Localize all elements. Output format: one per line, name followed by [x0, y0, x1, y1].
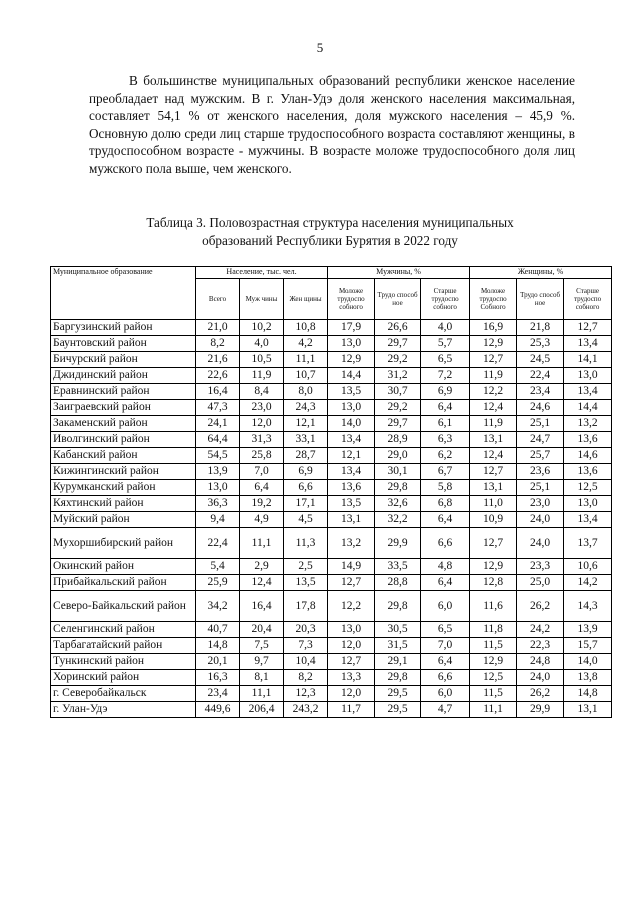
row-value: 6,0 [421, 591, 470, 622]
row-value: 20,1 [196, 654, 240, 670]
row-value: 29,2 [375, 352, 421, 368]
row-value: 11,6 [470, 591, 517, 622]
row-value: 5,4 [196, 559, 240, 575]
population-structure-table [50, 266, 612, 718]
row-value: 24,0 [517, 512, 564, 528]
row-value: 25,3 [517, 336, 564, 352]
row-value: 29,7 [375, 336, 421, 352]
row-value: 30,1 [375, 464, 421, 480]
body-paragraph: В большинстве муниципальных образований республики женское население преобладает над мужским. В г. Улан-Удэ доля женского населения максимальная, составляет 54,1 % от женского населения, доля мужского населения – 45,9 %. Основную долю среди лиц старше трудоспособного возраста составляют женщины, в трудоспособном возрасте - мужчины. В возрасте моложе трудоспособного доля лиц мужского пола выше, чем женского. [89, 73, 575, 176]
row-value: 6,9 [284, 464, 328, 480]
table-row [51, 448, 612, 464]
table-row [51, 559, 612, 575]
row-value: 33,5 [375, 559, 421, 575]
table-row [51, 686, 612, 702]
row-value: 6,6 [421, 528, 470, 559]
row-value: 13,4 [564, 336, 612, 352]
row-municipality: Закаменский район [51, 416, 196, 432]
row-value: 21,8 [517, 320, 564, 336]
row-value: 13,1 [328, 512, 375, 528]
table-row [51, 702, 612, 718]
row-value: 5,7 [421, 336, 470, 352]
row-value: 14,4 [328, 368, 375, 384]
row-municipality: Северо-Байкальский район [51, 591, 196, 622]
table-row [51, 622, 612, 638]
row-value: 29,5 [375, 702, 421, 718]
row-value: 25,0 [517, 575, 564, 591]
table-row [51, 575, 612, 591]
row-value: 12,0 [240, 416, 284, 432]
row-value: 32,6 [375, 496, 421, 512]
row-value: 28,9 [375, 432, 421, 448]
row-municipality: Мухоршибирский район [51, 528, 196, 559]
row-value: 11,3 [284, 528, 328, 559]
row-value: 11,5 [470, 686, 517, 702]
row-value: 243,2 [284, 702, 328, 718]
row-value: 6,9 [421, 384, 470, 400]
row-value: 6,6 [421, 670, 470, 686]
row-value: 11,9 [470, 416, 517, 432]
row-municipality: Еравнинский район [51, 384, 196, 400]
row-value: 10,6 [564, 559, 612, 575]
row-value: 24,3 [284, 400, 328, 416]
row-municipality: Кабанский район [51, 448, 196, 464]
row-value: 12,7 [470, 528, 517, 559]
row-value: 7,3 [284, 638, 328, 654]
subheader: Старше трудоспо собного [564, 279, 612, 320]
row-municipality: г. Северобайкальск [51, 686, 196, 702]
row-value: 13,0 [328, 622, 375, 638]
row-value: 13,0 [564, 496, 612, 512]
row-value: 16,9 [470, 320, 517, 336]
row-value: 13,1 [564, 702, 612, 718]
row-municipality: Курумканский район [51, 480, 196, 496]
row-value: 23,4 [517, 384, 564, 400]
row-value: 34,2 [196, 591, 240, 622]
row-value: 12,9 [470, 559, 517, 575]
row-value: 47,3 [196, 400, 240, 416]
row-value: 6,6 [284, 480, 328, 496]
table-row [51, 528, 612, 559]
row-value: 22,6 [196, 368, 240, 384]
row-value: 4,2 [284, 336, 328, 352]
row-value: 14,8 [564, 686, 612, 702]
row-value: 54,5 [196, 448, 240, 464]
row-value: 25,1 [517, 480, 564, 496]
subheader: Моложе трудоспо собного [328, 279, 375, 320]
row-value: 17,9 [328, 320, 375, 336]
row-value: 12,7 [470, 352, 517, 368]
row-value: 33,1 [284, 432, 328, 448]
row-value: 13,0 [328, 336, 375, 352]
header-women: Женщины, % [470, 267, 612, 279]
row-value: 7,2 [421, 368, 470, 384]
row-value: 13,7 [564, 528, 612, 559]
row-value: 12,1 [328, 448, 375, 464]
row-value: 13,9 [196, 464, 240, 480]
table-row [51, 352, 612, 368]
row-value: 12,8 [470, 575, 517, 591]
row-value: 13,0 [196, 480, 240, 496]
subheader: Муж чины [240, 279, 284, 320]
row-value: 10,8 [284, 320, 328, 336]
row-value: 12,5 [470, 670, 517, 686]
table-row [51, 416, 612, 432]
row-municipality: Иволгинский район [51, 432, 196, 448]
row-value: 36,3 [196, 496, 240, 512]
row-value: 6,4 [240, 480, 284, 496]
row-value: 13,3 [328, 670, 375, 686]
row-value: 29,1 [375, 654, 421, 670]
row-value: 206,4 [240, 702, 284, 718]
row-value: 8,2 [284, 670, 328, 686]
row-value: 6,2 [421, 448, 470, 464]
row-value: 29,0 [375, 448, 421, 464]
row-value: 13,1 [470, 432, 517, 448]
row-value: 17,8 [284, 591, 328, 622]
row-municipality: Баунтовский район [51, 336, 196, 352]
row-municipality: Прибайкальский район [51, 575, 196, 591]
row-value: 23,4 [196, 686, 240, 702]
row-value: 12,3 [284, 686, 328, 702]
row-value: 2,5 [284, 559, 328, 575]
table-row [51, 400, 612, 416]
row-value: 16,4 [196, 384, 240, 400]
row-value: 14,8 [196, 638, 240, 654]
row-value: 13,5 [328, 496, 375, 512]
row-value: 6,4 [421, 575, 470, 591]
row-municipality: Хоринский район [51, 670, 196, 686]
row-value: 12,0 [328, 638, 375, 654]
row-value: 13,6 [564, 432, 612, 448]
row-value: 11,1 [284, 352, 328, 368]
row-value: 2,9 [240, 559, 284, 575]
row-value: 6,1 [421, 416, 470, 432]
row-municipality: Муйский район [51, 512, 196, 528]
table-row [51, 591, 612, 622]
row-value: 64,4 [196, 432, 240, 448]
row-value: 4,5 [284, 512, 328, 528]
row-value: 22,3 [517, 638, 564, 654]
header-municipality: Муниципальное образование [51, 267, 196, 320]
row-value: 6,4 [421, 400, 470, 416]
row-municipality: Кижингинский район [51, 464, 196, 480]
row-value: 31,2 [375, 368, 421, 384]
row-value: 29,5 [375, 686, 421, 702]
row-value: 13,4 [328, 464, 375, 480]
row-value: 17,1 [284, 496, 328, 512]
row-value: 12,0 [328, 686, 375, 702]
row-value: 29,8 [375, 591, 421, 622]
row-value: 6,8 [421, 496, 470, 512]
row-value: 12,7 [328, 654, 375, 670]
row-value: 24,6 [517, 400, 564, 416]
row-value: 29,9 [517, 702, 564, 718]
row-value: 4,8 [421, 559, 470, 575]
row-value: 4,0 [240, 336, 284, 352]
row-value: 31,3 [240, 432, 284, 448]
row-value: 14,9 [328, 559, 375, 575]
row-value: 30,5 [375, 622, 421, 638]
row-value: 14,3 [564, 591, 612, 622]
row-value: 24,5 [517, 352, 564, 368]
row-value: 13,8 [564, 670, 612, 686]
row-value: 11,0 [470, 496, 517, 512]
table-row [51, 670, 612, 686]
table-row [51, 336, 612, 352]
row-municipality: Селенгинский район [51, 622, 196, 638]
row-value: 11,7 [328, 702, 375, 718]
row-value: 6,4 [421, 512, 470, 528]
row-value: 13,6 [328, 480, 375, 496]
header-population: Население, тыс. чел. [196, 267, 328, 279]
row-municipality: Тункинский район [51, 654, 196, 670]
row-value: 29,9 [375, 528, 421, 559]
row-value: 28,8 [375, 575, 421, 591]
row-value: 23,3 [517, 559, 564, 575]
row-value: 13,9 [564, 622, 612, 638]
row-value: 25,9 [196, 575, 240, 591]
row-value: 8,1 [240, 670, 284, 686]
row-value: 10,4 [284, 654, 328, 670]
table-row [51, 432, 612, 448]
row-value: 19,2 [240, 496, 284, 512]
table-row [51, 496, 612, 512]
row-value: 14,0 [564, 654, 612, 670]
row-value: 40,7 [196, 622, 240, 638]
row-value: 11,1 [470, 702, 517, 718]
row-value: 12,5 [564, 480, 612, 496]
row-value: 31,5 [375, 638, 421, 654]
row-value: 8,2 [196, 336, 240, 352]
row-value: 13,0 [328, 400, 375, 416]
row-value: 23,0 [517, 496, 564, 512]
table-row [51, 512, 612, 528]
row-value: 7,0 [240, 464, 284, 480]
table-row [51, 368, 612, 384]
row-value: 13,4 [328, 432, 375, 448]
row-value: 29,7 [375, 416, 421, 432]
row-value: 12,2 [470, 384, 517, 400]
page-number: 5 [316, 40, 324, 55]
row-value: 25,1 [517, 416, 564, 432]
row-value: 8,0 [284, 384, 328, 400]
table-body [51, 320, 612, 718]
row-value: 9,7 [240, 654, 284, 670]
table-row [51, 464, 612, 480]
row-value: 4,0 [421, 320, 470, 336]
row-value: 32,2 [375, 512, 421, 528]
row-value: 10,9 [470, 512, 517, 528]
table-caption [80, 214, 580, 249]
row-value: 24,8 [517, 654, 564, 670]
row-municipality: Тарбагатайский район [51, 638, 196, 654]
row-municipality: Заиграевский район [51, 400, 196, 416]
caption-line-1: Таблица 3. Половозрастная структура населения муниципальных [146, 215, 514, 230]
row-municipality: Баргузинский район [51, 320, 196, 336]
row-value: 13,6 [564, 464, 612, 480]
row-value: 25,8 [240, 448, 284, 464]
row-municipality: Кяхтинский район [51, 496, 196, 512]
row-value: 12,4 [240, 575, 284, 591]
row-value: 10,2 [240, 320, 284, 336]
table-row [51, 480, 612, 496]
row-value: 14,6 [564, 448, 612, 464]
row-value: 21,6 [196, 352, 240, 368]
row-value: 11,9 [240, 368, 284, 384]
subheader: Всего [196, 279, 240, 320]
row-value: 12,9 [470, 336, 517, 352]
row-value: 7,0 [421, 638, 470, 654]
row-value: 14,4 [564, 400, 612, 416]
row-value: 5,8 [421, 480, 470, 496]
row-value: 14,2 [564, 575, 612, 591]
row-value: 11,5 [470, 638, 517, 654]
row-value: 12,7 [328, 575, 375, 591]
row-value: 13,0 [564, 368, 612, 384]
row-value: 10,7 [284, 368, 328, 384]
row-value: 14,0 [328, 416, 375, 432]
subheader: Трудо способ ное [517, 279, 564, 320]
row-value: 11,1 [240, 686, 284, 702]
row-value: 13,5 [328, 384, 375, 400]
row-value: 6,5 [421, 622, 470, 638]
table-row [51, 320, 612, 336]
row-municipality: Джидинский район [51, 368, 196, 384]
row-value: 10,5 [240, 352, 284, 368]
table-row [51, 654, 612, 670]
row-value: 449,6 [196, 702, 240, 718]
row-value: 9,4 [196, 512, 240, 528]
row-value: 16,3 [196, 670, 240, 686]
row-value: 13,5 [284, 575, 328, 591]
row-value: 24,0 [517, 670, 564, 686]
row-value: 23,0 [240, 400, 284, 416]
row-value: 7,5 [240, 638, 284, 654]
row-value: 23,6 [517, 464, 564, 480]
row-value: 29,8 [375, 480, 421, 496]
row-value: 12,2 [328, 591, 375, 622]
row-value: 13,2 [328, 528, 375, 559]
row-value: 20,4 [240, 622, 284, 638]
row-value: 6,5 [421, 352, 470, 368]
row-value: 4,7 [421, 702, 470, 718]
row-value: 28,7 [284, 448, 328, 464]
row-value: 12,4 [470, 448, 517, 464]
row-value: 26,2 [517, 591, 564, 622]
row-value: 6,7 [421, 464, 470, 480]
row-value: 6,0 [421, 686, 470, 702]
row-value: 22,4 [196, 528, 240, 559]
row-municipality: Окинский район [51, 559, 196, 575]
caption-line-2: образований Республики Бурятия в 2022 году [202, 232, 458, 248]
row-municipality: г. Улан-Удэ [51, 702, 196, 718]
row-value: 26,6 [375, 320, 421, 336]
table-row [51, 384, 612, 400]
row-value: 6,3 [421, 432, 470, 448]
row-value: 13,2 [564, 416, 612, 432]
row-value: 29,8 [375, 670, 421, 686]
row-value: 24,7 [517, 432, 564, 448]
row-value: 12,7 [564, 320, 612, 336]
row-value: 6,4 [421, 654, 470, 670]
row-value: 12,4 [470, 400, 517, 416]
row-value: 22,4 [517, 368, 564, 384]
row-value: 24,0 [517, 528, 564, 559]
row-value: 26,2 [517, 686, 564, 702]
row-value: 13,4 [564, 512, 612, 528]
row-value: 13,4 [564, 384, 612, 400]
row-value: 11,8 [470, 622, 517, 638]
row-value: 21,0 [196, 320, 240, 336]
row-value: 11,9 [470, 368, 517, 384]
row-value: 25,7 [517, 448, 564, 464]
header-men: Мужчины, % [328, 267, 470, 279]
row-value: 12,1 [284, 416, 328, 432]
row-value: 12,9 [470, 654, 517, 670]
subheader: Жен щины [284, 279, 328, 320]
row-value: 24,2 [517, 622, 564, 638]
row-value: 14,1 [564, 352, 612, 368]
row-value: 4,9 [240, 512, 284, 528]
row-value: 29,2 [375, 400, 421, 416]
row-value: 12,7 [470, 464, 517, 480]
subheader: Старше трудоспо собного [421, 279, 470, 320]
subheader: Моложе трудоспо Собного [470, 279, 517, 320]
row-value: 13,1 [470, 480, 517, 496]
row-municipality: Бичурский район [51, 352, 196, 368]
row-value: 11,1 [240, 528, 284, 559]
row-value: 12,9 [328, 352, 375, 368]
row-value: 20,3 [284, 622, 328, 638]
row-value: 16,4 [240, 591, 284, 622]
table-row [51, 638, 612, 654]
row-value: 30,7 [375, 384, 421, 400]
row-value: 24,1 [196, 416, 240, 432]
row-value: 15,7 [564, 638, 612, 654]
subheader: Трудо способ ное [375, 279, 421, 320]
row-value: 8,4 [240, 384, 284, 400]
